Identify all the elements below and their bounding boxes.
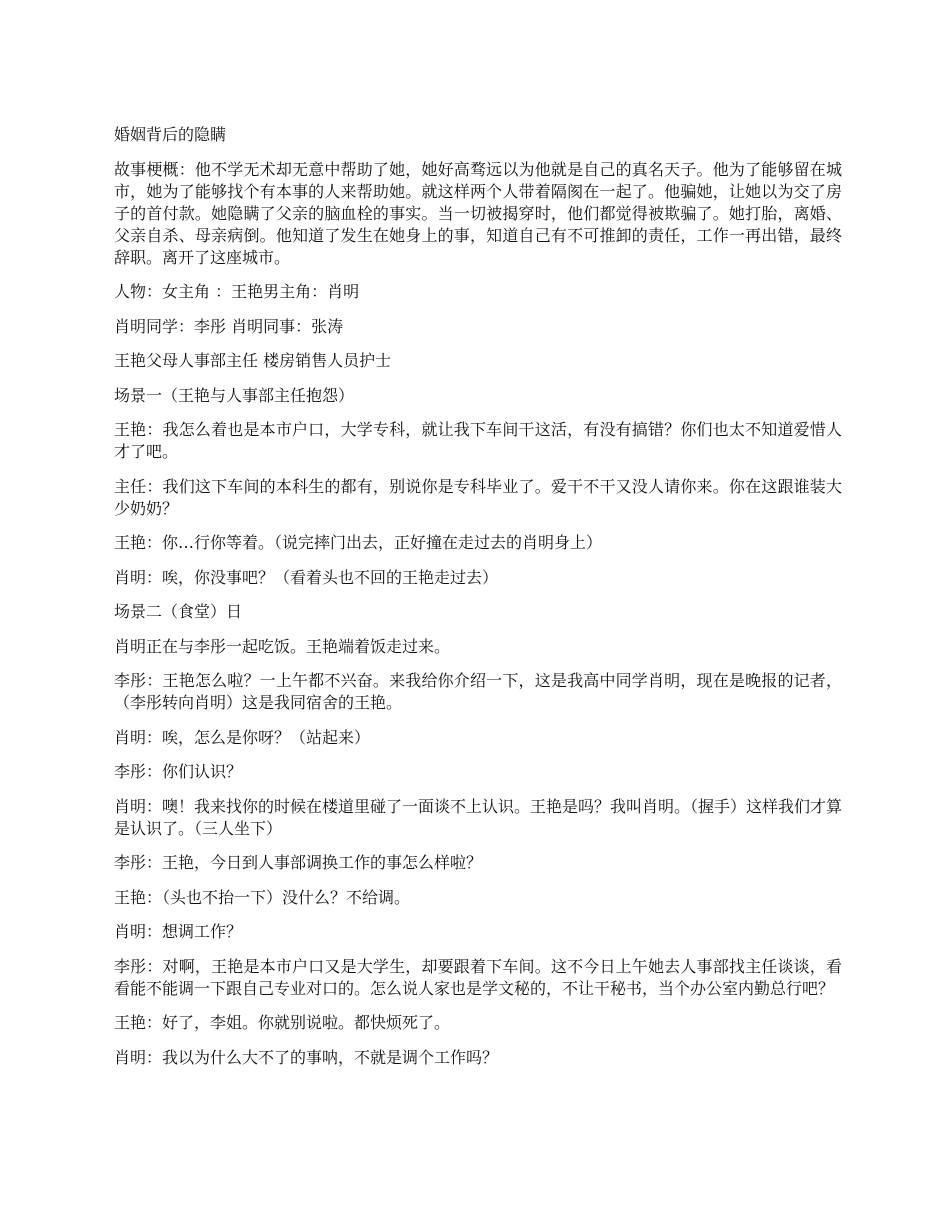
dialogue-line: 肖明：唉，怎么是你呀？（站起来） [114, 727, 371, 747]
dialogue-line: 肖明：我以为什么大不了的事呐，不就是调个工作吗？ [114, 1047, 499, 1067]
dialogue-line: 王艳：我怎么着也是本市户口，大学专科，就让我下车间干这活，有没有搞错？你们也太不知道爱惜人才了吧。 [114, 420, 842, 461]
scene-heading: 场景一（王艳与人事部主任抱怨） [114, 385, 355, 405]
dialogue-line: 王艳：好了，李姐。你就别说啦。都快烦死了。 [114, 1013, 451, 1032]
dialogue-line: 李彤：对啊，王艳是本市户口又是大学生，却要跟着下车间。这不今日上午她去人事部找主任谈谈，看看能不能调一下跟自己专业对口的。怎么说人家也是学文秘的，不让干秘书，当个办公室内勤总行吧？ [114, 956, 842, 998]
dialogue-line: 李彤：王艳怎么啦？一上午都不兴奋。来我给你介绍一下，这是我高中同学肖明，现在是晚报的记者，（李彤转向肖明）这是我同宿舍的王艳。 [114, 671, 842, 712]
dialogue-line: 王艳：（头也不抬一下）没什么？不给调。 [114, 887, 411, 907]
characters-line: 肖明同学：李彤 肖明同事：张涛 [114, 316, 344, 336]
characters-line: 人物：女主角 ：王艳男主角：肖明 [114, 282, 360, 301]
dialogue-line: 肖明：想调工作？ [114, 922, 243, 941]
synopsis-paragraph: 故事梗概：他不学无术却无意中帮助了她，她好高骛远以为他就是自己的真名天子。他为了能够留在城市，她为了能够找个有本事的人来帮助她。就这样两个人带着隔阂在一起了。他骗她，让她以为交了房子的首付款。她隐瞒了父亲的脑血栓的事实。当一切被揭穿时，他们都觉得被欺骗了。她打胎，离婚、父亲自杀、母亲病倒。他知道了发生在她身上的事，知道自己有不可推卸的责任，工作一再出错，最终辞职。离开了这座城市。 [114, 159, 842, 267]
dialogue-line: 王艳：你…行你等着。（说完摔门出去，正好撞在走过去的肖明身上） [114, 533, 603, 552]
characters-line: 王艳父母人事部主任 楼房销售人员护士 [114, 351, 392, 370]
dialogue-line: 主任：我们这下车间的本科生的都有，别说你是专科毕业了。爱干不干又没人请你来。你在这跟谁装大少奶奶？ [114, 476, 842, 518]
scene-heading: 场景二（食堂）日 [114, 602, 243, 621]
document-body [114, 124, 842, 1081]
dialogue-line: 肖明：唉，你没事吧？（看着头也不回的王艳走过去） [114, 567, 499, 587]
document-title: 婚姻背后的隐瞒 [114, 125, 227, 144]
dialogue-line: 肖明：噢！我来找你的时候在楼道里碰了一面谈不上认识。王艳是吗？我叫肖明。（握手）这样我们才算是认识了。（三人坐下） [114, 796, 843, 838]
stage-direction: 肖明正在与李彤一起吃饭。王艳端着饭走过来。 [114, 636, 451, 656]
dialogue-line: 李彤：你们认识？ [114, 762, 243, 781]
dialogue-line: 李彤：王艳，今日到人事部调换工作的事怎么样啦？ [114, 853, 483, 872]
